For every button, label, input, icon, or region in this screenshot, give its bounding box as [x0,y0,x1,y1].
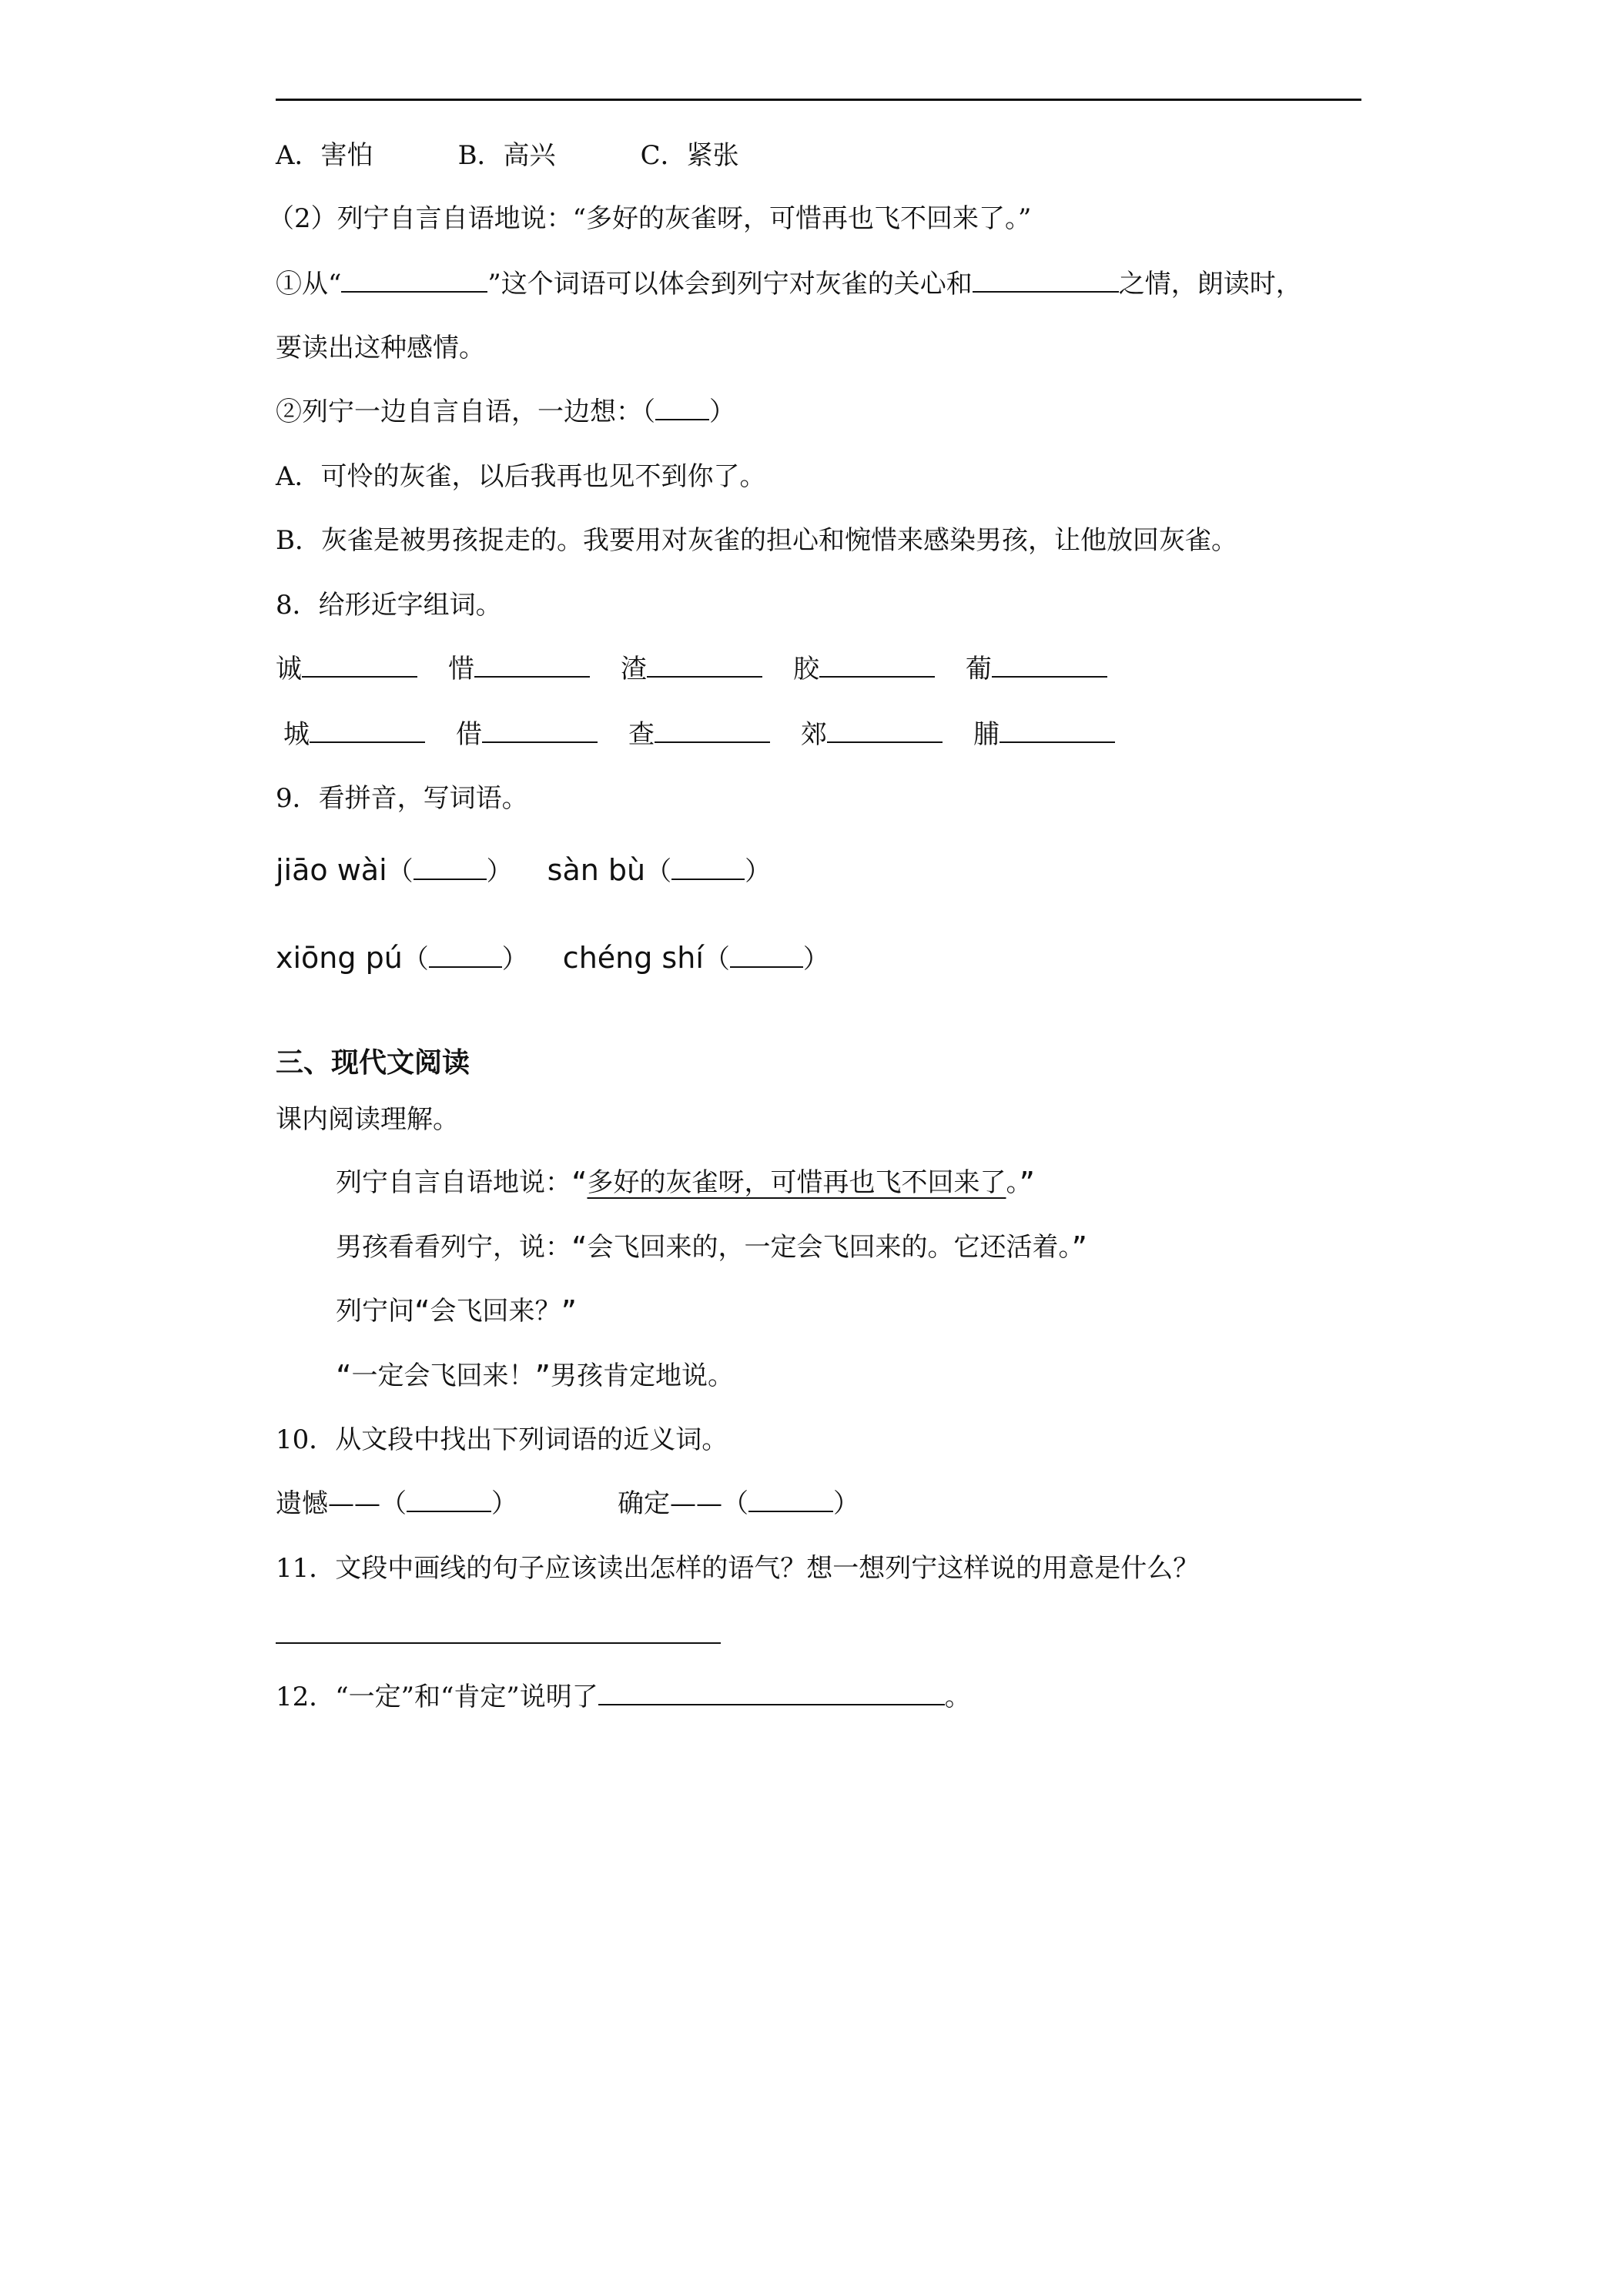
answer-blank[interactable] [647,653,762,678]
q9-row1: jiāo wài（ ） sàn bù（ ） [276,853,772,887]
q8-title: 8．给形近字组词。 [276,590,502,621]
option-b: B．高兴 [457,140,556,171]
answer-blank[interactable] [671,855,745,880]
passage-line-2: 男孩看看列宁，说：“会飞回来的，一定会飞回来的。它还活着。” [336,1232,1087,1263]
answer-blank[interactable] [973,268,1119,293]
q8-row1: 诚 惜 渣 胶 葡 [276,651,1107,688]
answer-blank[interactable] [655,396,709,420]
q7-choice-a: A．可怜的灰雀，以后我再也见不到你了。 [276,461,766,492]
q8-row2: 城 借 查 郊 脯 [283,716,1115,753]
answer-blank[interactable] [414,855,487,880]
q9-row2: xiōng pú（ ） chéng shí（ ） [276,941,829,975]
q11-answer-line[interactable] [276,1642,721,1644]
q10-answers: 遗憾——（ ） 确定——（ ） [276,1488,859,1519]
header-rule [276,99,1361,101]
answer-blank[interactable] [730,943,803,968]
answer-blank[interactable] [827,718,943,743]
q7-choice-b: B．灰雀是被男孩捉走的。我要用对灰雀的担心和惋惜来感染男孩，让他放回灰雀。 [276,525,1237,556]
answer-blank[interactable] [302,653,417,678]
option-a: A．害怕 [276,140,373,171]
q9-title: 9．看拼音，写词语。 [276,783,528,814]
answer-blank[interactable] [992,653,1107,678]
answer-blank[interactable] [655,718,770,743]
q7-sub2-1-cont: 要读出这种感情。 [276,333,485,363]
passage-line-4: “一定会飞回来！”男孩肯定地说。 [336,1361,734,1391]
answer-blank[interactable] [407,1488,491,1512]
q7-sub2: （2）列宁自言自语地说：“多好的灰雀呀，可惜再也飞不回来了。” [268,203,1032,234]
answer-blank[interactable] [429,943,502,968]
answer-blank[interactable] [1000,718,1115,743]
answer-blank[interactable] [482,718,598,743]
option-c: C．紧张 [640,140,739,171]
passage-line-3: 列宁问“会飞回来？” [336,1296,577,1327]
q12: 12．“一定”和“肯定”说明了 。 [276,1682,971,1712]
section-intro: 课内阅读理解。 [276,1104,459,1135]
passage-line-1: 列宁自言自语地说：“多好的灰雀呀，可惜再也飞不回来了。” [336,1167,1035,1198]
underlined-sentence: 多好的灰雀呀，可惜再也飞不回来了 [587,1167,1006,1198]
section-heading: 三、现代文阅读 [276,1047,470,1079]
answer-blank[interactable] [598,1681,945,1705]
answer-blank[interactable] [748,1488,833,1512]
answer-blank[interactable] [474,653,590,678]
answer-blank[interactable] [819,653,935,678]
q11-title: 11．文段中画线的句子应该读出怎样的语气？想一想列宁这样说的用意是什么？ [276,1553,1200,1584]
q7-sub2-1: ①从“ ”这个词语可以体会到列宁对灰雀的关心和 之情，朗读时， [276,269,1302,300]
q10-title: 10．从文段中找出下列词语的近义词。 [276,1424,728,1455]
q7-options [276,137,739,174]
answer-blank[interactable] [310,718,425,743]
answer-blank[interactable] [341,268,487,293]
q7-sub2-2: ②列宁一边自言自语，一边想：（ ） [276,397,735,427]
